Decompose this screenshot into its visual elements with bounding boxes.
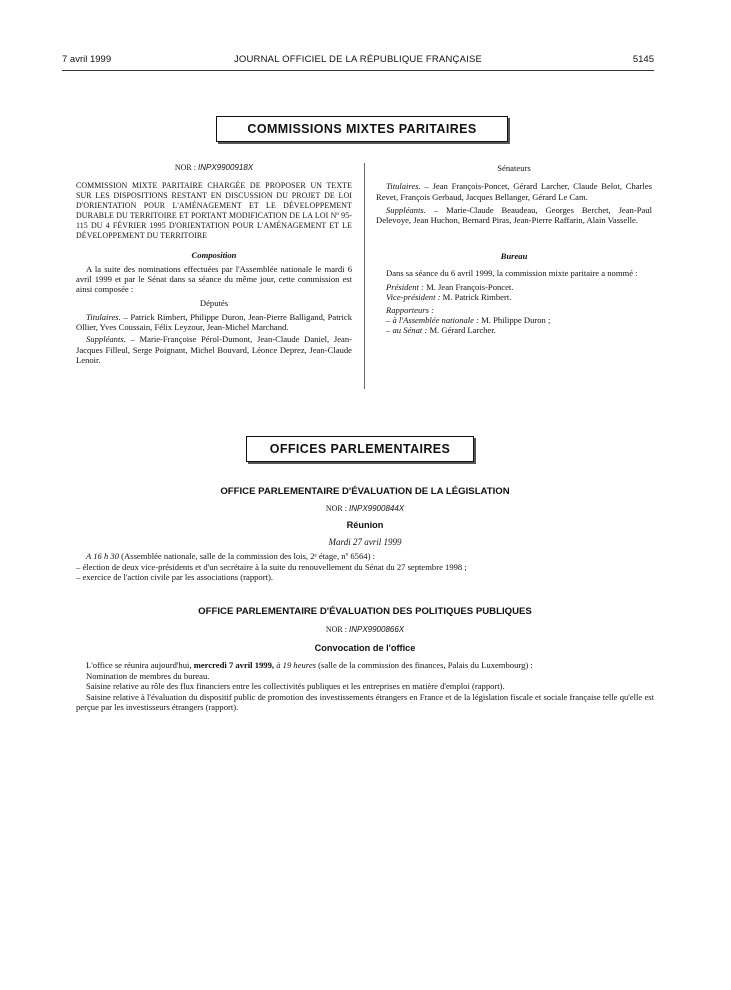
- rapporteur-an-name: M. Philippe Duron ;: [479, 314, 551, 325]
- nor-code: INPX9900844X: [348, 504, 405, 513]
- right-column: [376, 163, 652, 336]
- bureau-text: Dans sa séance du 6 avril 1999, la commission mixte paritaire a nommé :: [386, 267, 638, 278]
- titulaires-label: Titulaires.: [86, 311, 121, 322]
- deputes-titulaires: [76, 312, 352, 333]
- rapporteurs-label: [376, 305, 652, 315]
- nor-prefix: NOR :: [325, 625, 347, 634]
- rapporteur-senat-name: M. Gérard Larcher.: [427, 325, 496, 336]
- senateurs-suppleants: [376, 205, 652, 226]
- nor-prefix: NOR :: [174, 163, 196, 172]
- header-page-number: 5145: [632, 54, 654, 65]
- rapporteur-senat: [376, 325, 652, 335]
- nor-reference: [76, 163, 352, 173]
- header-rule: [62, 70, 654, 71]
- office1-agenda-line2: – élection de deux vice-présidents et d'un secrétaire à la suite du renouvellement du Sénat du 27 septembre 1998 ;: [76, 561, 467, 572]
- office1-agenda: [76, 551, 654, 583]
- rapporteur-assemblee: [376, 315, 652, 325]
- titulaires-names: – Jean François-Poncet, Gérard Larcher, Claude Belot, Charles Revet, François Gerbaud, Jacques Bellanger, Gérard Le Cam.: [376, 181, 652, 202]
- bureau-title: Bureau: [500, 251, 528, 262]
- president-label: Président :: [386, 282, 424, 293]
- senateurs-title: Sénateurs: [497, 163, 531, 173]
- suppleants-names: – Marie-Claude Beaudeau, Georges Berchet, Jean-Paul Delevoye, Jean Huchon, Bernard Piras, Jean-Pierre Raffarin, Alain Vasselle.: [376, 204, 652, 226]
- titulaires-label: Titulaires.: [386, 181, 421, 192]
- convocation-date: mercredi 7 avril 1999,: [193, 660, 275, 670]
- senateurs-titulaires: [376, 181, 652, 202]
- office1-agenda-line3: – exercice de l'action civile par les associations (rapport).: [76, 572, 273, 582]
- nor-code: INPX9900866X: [348, 625, 405, 634]
- convocation-location: (salle de la commission des finances, Palais du Luxembourg) :: [316, 660, 533, 670]
- left-column: [76, 163, 352, 365]
- section-title-commissions: COMMISSIONS MIXTES PARITAIRES: [216, 116, 508, 142]
- bureau-president: [376, 282, 652, 292]
- president-name: M. Jean François-Poncet.: [423, 282, 514, 293]
- nor-code: INPX9900918X: [197, 163, 254, 172]
- header-journal-title: JOURNAL OFFICIEL DE LA RÉPUBLIQUE FRANÇAISE: [233, 54, 483, 65]
- office2-agenda-line2: Nomination de membres du bureau.: [86, 670, 210, 681]
- office2-agenda: [76, 660, 654, 713]
- suppleants-names: – Marie-Françoise Pérol-Dumont, Jean-Claude Daniel, Jean-Jacques Filleul, Serge Poignant, Michel Bouvard, Léonce Deprez, Jean-Claude Lenoir.: [76, 334, 352, 365]
- rapporteur-an-label: – à l'Assemblée nationale :: [386, 314, 480, 325]
- office2-agenda-line1: [76, 660, 654, 671]
- office2-subtitle: Convocation de l'office: [314, 643, 416, 653]
- office1-title: OFFICE PARLEMENTAIRE D'ÉVALUATION DE LA LÉGISLATION: [220, 486, 510, 497]
- header-date: 7 avril 1999: [62, 54, 112, 65]
- convocation-time: à 19 heures: [274, 660, 316, 670]
- rapporteur-senat-label: – au Sénat :: [386, 325, 428, 336]
- meeting-location: (Assemblée nationale, salle de la commission des lois, 2ᵉ étage, nº 6564) :: [119, 551, 375, 561]
- rapporteurs-label-text: Rapporteurs :: [386, 304, 434, 315]
- office2-title: OFFICE PARLEMENTAIRE D'ÉVALUATION DES POLITIQUES PUBLIQUES: [198, 606, 532, 617]
- titulaires-names: – Patrick Rimbert, Philippe Duron, Jean-Pierre Balligand, Patrick Ollier, Yves Coussain, Félix Leyzour, Jean-Michel Marchand.: [76, 311, 352, 333]
- office1-nor: [76, 504, 654, 513]
- composition-title: Composition: [191, 250, 237, 261]
- vice-president-name: M. Patrick Rimbert.: [440, 292, 512, 303]
- office1-agenda-line1: [76, 551, 654, 562]
- vice-president-label: Vice-président :: [386, 292, 441, 303]
- office2-nor: [76, 625, 654, 634]
- suppleants-label: Suppléants.: [386, 204, 426, 215]
- composition-text: A la suite des nominations effectuées par l'Assemblée nationale le mardi 6 avril 1999 et par le Sénat dans sa séance du même jour, cette commission est ainsi composée :: [76, 263, 352, 295]
- suppleants-label: Suppléants.: [86, 334, 126, 345]
- nor-prefix: NOR :: [325, 504, 347, 513]
- column-divider: [364, 163, 365, 389]
- office2-agenda-line4: Saisine relative à l'évaluation du dispositif public de promotion des investissements étrangers en France et de la législation fiscale et sociale française telle qu'elle est perçue par les investisseurs étrangers (rapport).: [76, 691, 654, 712]
- section-title-offices: OFFICES PARLEMENTAIRES: [246, 436, 474, 462]
- commission-heading: COMMISSION MIXTE PARITAIRE CHARGÉE DE PROPOSER UN TEXTE SUR LES DISPOSITIONS RESTANT EN DISCUSSION DU PROJET DE LOI D'ORIENTATION POUR L'AMÉNAGEMENT ET LE DÉVELOPPEMENT DURABLE DU TERRITOIRE ET PORTANT MODIFICATION DE LA LOI Nº 95-115 DU 4 FÉVRIER 1995 D'ORIENTATION POUR L'AMÉNAGEMENT ET LE DÉVELOPPEMENT DU TERRITOIRE: [76, 181, 352, 241]
- convocation-intro: L'office se réunira aujourd'hui,: [86, 660, 194, 670]
- office1-subtitle: Réunion: [346, 520, 384, 530]
- bureau-vice-president: [376, 292, 652, 302]
- office2-agenda-line3: Saisine relative au rôle des flux financiers entre les collectivités publiques et les entreprises en matière d'emploi (rapport).: [86, 681, 505, 691]
- deputes-suppleants: [76, 334, 352, 365]
- office1-date: Mardi 27 avril 1999: [328, 537, 402, 547]
- running-header: [62, 54, 654, 68]
- deputes-title: Députés: [199, 298, 229, 309]
- meeting-time: A 16 h 30: [86, 551, 120, 561]
